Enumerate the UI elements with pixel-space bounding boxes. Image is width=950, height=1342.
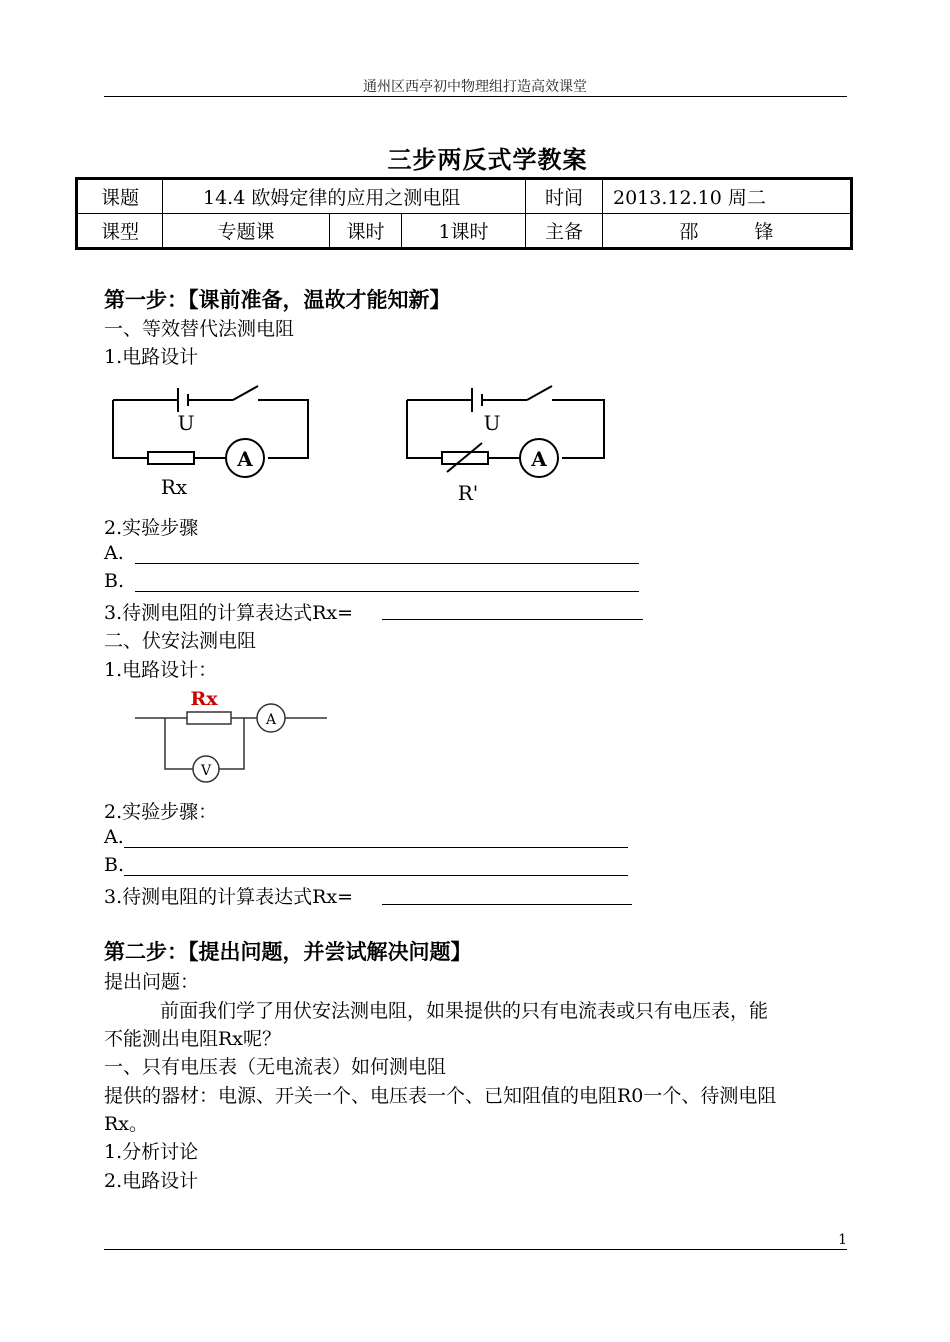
- part2-formula: 3.待测电阻的计算表达式Rx=: [104, 886, 354, 908]
- equipment-line-1: 提供的器材：电源、开关一个、电压表一个、已知阻值的电阻R0一个、待测电阻: [104, 1085, 777, 1107]
- source-label: U: [483, 411, 501, 435]
- header-rule: [104, 96, 847, 97]
- ammeter-label: A: [265, 712, 277, 728]
- circuit-diagram-voltammetry: [130, 685, 335, 790]
- part2-step-a-blank: [124, 847, 628, 848]
- part1-formula-blank: [382, 619, 643, 620]
- type-label: 课型: [77, 214, 163, 249]
- part2-step-a: A.: [104, 826, 124, 848]
- source-label: U: [177, 411, 195, 435]
- equipment-line-2: Rx。: [104, 1113, 149, 1135]
- part2-steps-label: 2.实验步骤：: [104, 801, 218, 823]
- step2-heading: 第二步：【提出问题，并尝试解决问题】: [104, 939, 472, 964]
- part1-step-a-blank: [135, 563, 639, 564]
- item-analysis: 1.分析讨论: [104, 1141, 199, 1163]
- part1-step-b-blank: [135, 591, 639, 592]
- author-value: 邵 锋: [603, 214, 852, 249]
- circuit-diagram-substitution-rx: [108, 380, 318, 505]
- author-label: 主备: [526, 214, 603, 249]
- period-label: 课时: [330, 214, 402, 249]
- topic-value: 14.4 欧姆定律的应用之测电阻: [163, 179, 526, 214]
- page-header: 通州区西亭初中物理组打造高效课堂: [363, 79, 587, 95]
- part1-circuit-label: 1.电路设计: [104, 346, 199, 368]
- type-value: 专题课: [163, 214, 330, 249]
- part2-step-b: B.: [104, 854, 125, 876]
- topic-label: 课题: [77, 179, 163, 214]
- voltmeter-label: V: [200, 763, 212, 779]
- question-label: 提出问题：: [104, 971, 200, 993]
- question-line-1: 前面我们学了用伏安法测电阻，如果提供的只有电流表或只有电压表，能: [160, 1000, 769, 1022]
- part2-circuit-label: 1.电路设计：: [104, 659, 218, 681]
- ammeter-label: A: [531, 447, 547, 471]
- footer-rule: [104, 1249, 847, 1250]
- period-value: 1课时: [402, 214, 526, 249]
- page-number: 1: [838, 1232, 847, 1248]
- table-row: [77, 214, 852, 249]
- part1-formula: 3.待测电阻的计算表达式Rx=: [104, 602, 354, 624]
- ammeter-label: A: [237, 447, 253, 471]
- time-value: 2013.12.10 周二: [603, 179, 852, 214]
- section1-title: 一、只有电压表（无电流表）如何测电阻: [104, 1056, 447, 1078]
- part2-title: 二、伏安法测电阻: [104, 630, 257, 652]
- step1-heading: 第一步：【课前准备，温故才能知新】: [104, 287, 451, 312]
- rheostat-label: R': [457, 481, 479, 505]
- table-row: [77, 179, 852, 214]
- circuit-diagram-substitution-rheostat: [402, 380, 612, 510]
- page-title: 三步两反式学教案: [387, 145, 588, 174]
- rx-label: Rx: [190, 688, 218, 710]
- time-label: 时间: [526, 179, 603, 214]
- part1-step-b: B.: [104, 570, 125, 592]
- part2-step-b-blank: [124, 875, 628, 876]
- part1-steps-label: 2.实验步骤: [104, 517, 199, 539]
- question-line-2: 不能测出电阻Rx呢？: [104, 1028, 282, 1050]
- item-circuit-design: 2.电路设计: [104, 1170, 199, 1192]
- part1-title: 一、等效替代法测电阻: [104, 318, 295, 340]
- resistor-label: Rx: [160, 475, 188, 499]
- part2-formula-blank: [382, 904, 632, 905]
- part1-step-a: A.: [104, 542, 124, 564]
- lesson-info-table: [75, 177, 853, 250]
